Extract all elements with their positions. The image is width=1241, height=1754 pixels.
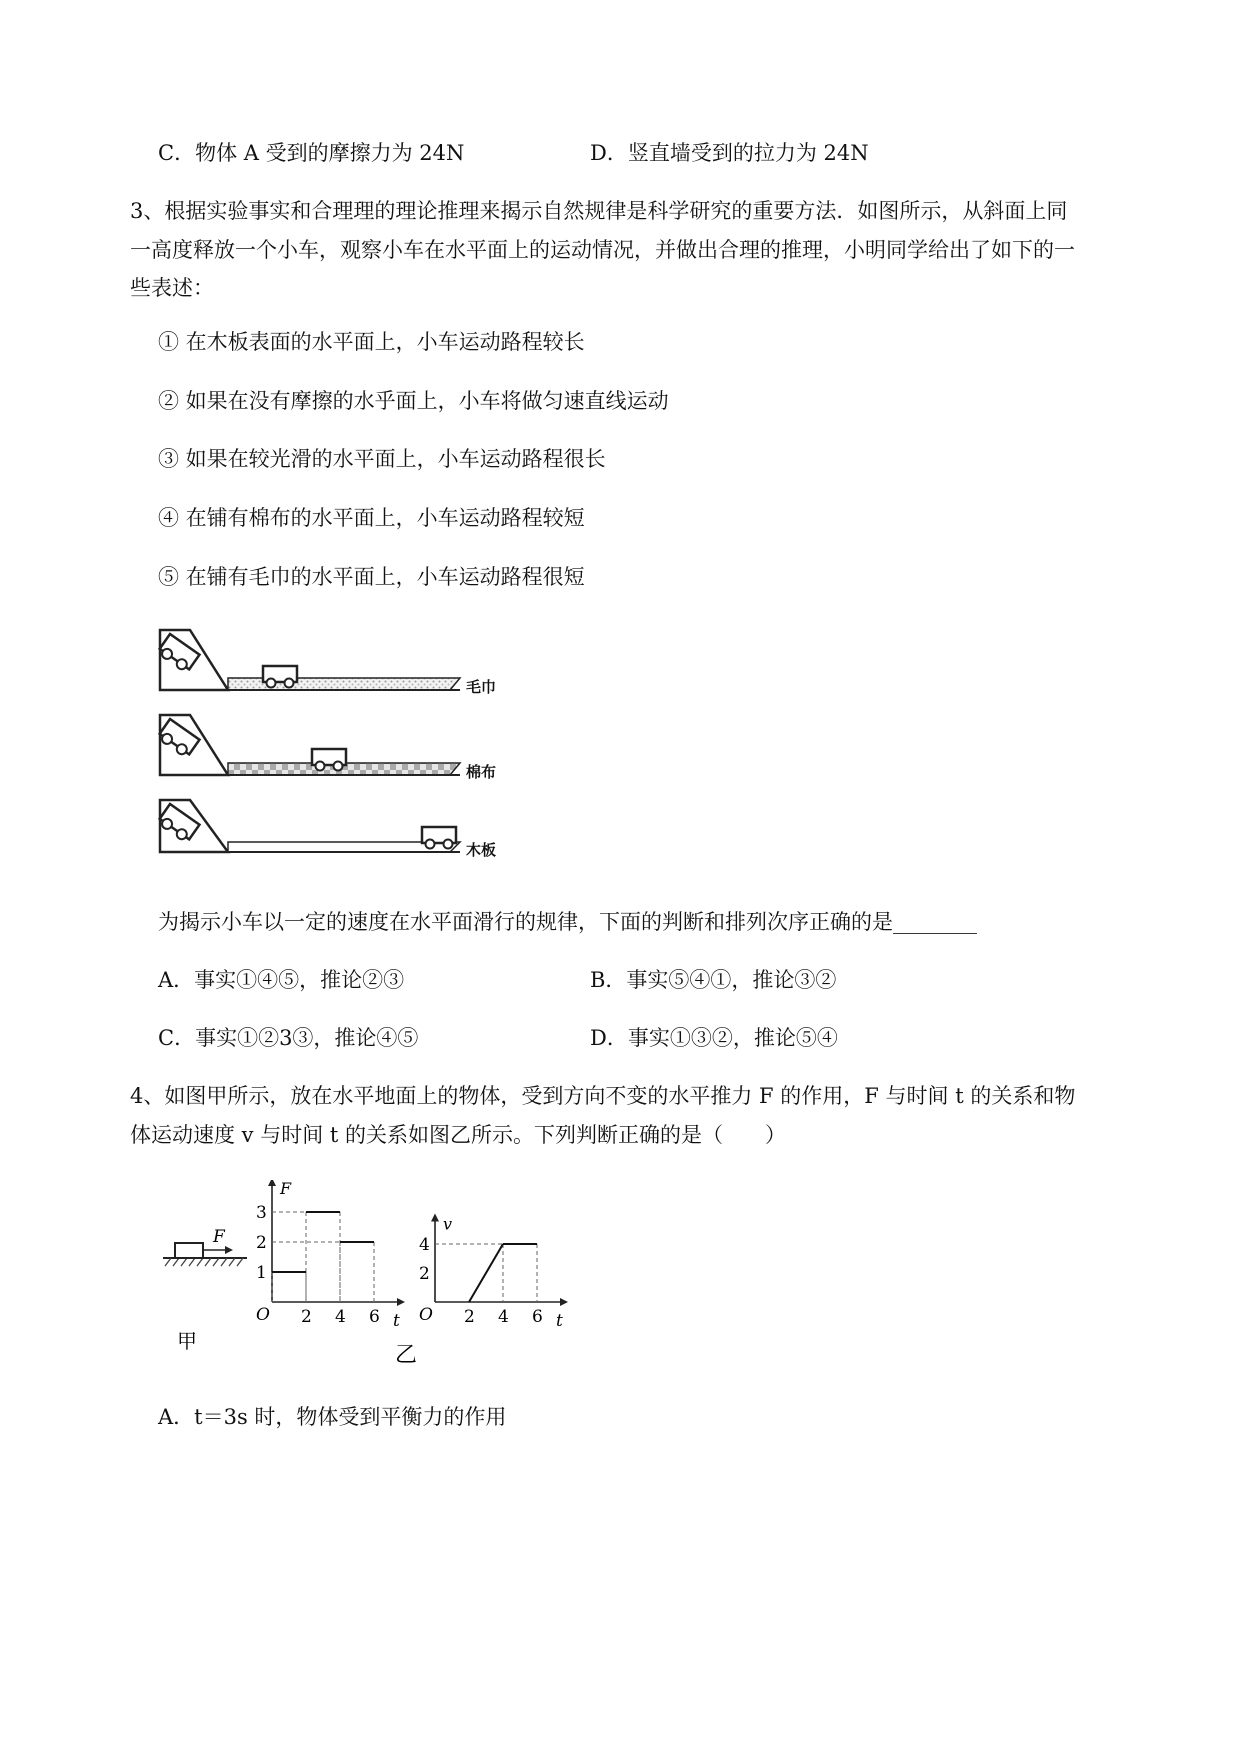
y-axis-arrow <box>268 1180 276 1186</box>
q3-statement-4: ④ 在铺有棉布的水平面上，小车运动路程较短 <box>158 506 585 530</box>
label-board: 木板 <box>466 841 497 859</box>
y-tick-label: 4 <box>419 1235 430 1255</box>
x-tick-label: 6 <box>369 1307 380 1327</box>
label-towel: 毛巾 <box>466 678 497 696</box>
q3-statement-1: ① 在木板表面的水平面上，小车运动路程较长 <box>158 330 585 354</box>
v-t-chart <box>419 1214 568 1332</box>
q3-option-c: C．事实①②3③，推论④⑤ <box>158 1026 419 1050</box>
ramp-towel <box>157 630 496 696</box>
y-axis-arrow <box>431 1214 439 1222</box>
q3-statement-2: ② 如果在没有摩擦的水乎面上，小车将做匀速直线运动 <box>158 389 669 413</box>
q3-option-b: B．事实⑤④①，推论③② <box>590 968 837 992</box>
origin-label: O <box>419 1305 433 1325</box>
x-tick-label: 2 <box>301 1307 312 1327</box>
y-tick-label: 1 <box>256 1263 267 1283</box>
label-cotton: 棉布 <box>466 763 497 781</box>
q3-stem-line2: 一高度释放一个小车，观察小车在水平面上的运动情况，并做出合理的推理，小明同学给出了如下的一 <box>130 238 1075 262</box>
q3-statement-5: ⑤ 在铺有毛巾的水平面上，小车运动路程很短 <box>158 565 585 589</box>
x-axis-arrow <box>560 1298 568 1306</box>
q4-option-a: A．t＝3s 时，物体受到平衡力的作用 <box>158 1405 507 1429</box>
figure-yi-label: 乙 <box>395 1343 418 1368</box>
y-axis-label: v <box>443 1214 453 1234</box>
force-label: F <box>213 1227 225 1247</box>
q3-stem-line3: 些表述： <box>130 276 214 300</box>
origin-label: O <box>256 1305 270 1325</box>
q3-option-d: D．事实①③②，推论⑤④ <box>590 1026 838 1050</box>
ramp-board <box>157 800 496 859</box>
ramp-cotton <box>157 715 496 781</box>
figure-jia-label: 甲 <box>177 1329 197 1353</box>
f-t-chart <box>256 1180 405 1331</box>
x-tick-label: 6 <box>532 1307 543 1327</box>
ramp-experiment-figure <box>150 620 530 870</box>
y-tick-label: 2 <box>419 1264 430 1284</box>
q2-option-d: D．竖直墙受到的拉力为 24N <box>590 141 869 165</box>
data-segment <box>469 1244 503 1302</box>
x-tick-label: 4 <box>335 1307 346 1327</box>
x-axis-arrow <box>397 1298 405 1306</box>
y-tick-label: 2 <box>256 1233 267 1253</box>
x-tick-label: 2 <box>464 1307 475 1327</box>
y-axis-label: F <box>280 1180 292 1198</box>
q3-stem-line1: 3、根据实验事实和合理理的理论推理来揭示自然规律是科学研究的重要方法．如图所示，从斜面上同 <box>130 199 1068 223</box>
x-tick-label: 4 <box>498 1307 509 1327</box>
y-tick-label: 3 <box>256 1203 267 1223</box>
x-axis-label: t <box>556 1311 563 1331</box>
q4-stem-line1: 4、如图甲所示，放在水平地面上的物体，受到方向不变的水平推力 F 的作用，F 与时间 t 的关系和物 <box>130 1084 1076 1108</box>
q4-stem-line2: 体运动速度 v 与时间 t 的关系如图乙所示。下列判断正确的是（ ） <box>130 1123 787 1147</box>
figure-yi-charts <box>250 1180 590 1380</box>
q2-option-c: C．物体 A 受到的摩擦力为 24N <box>158 141 465 165</box>
x-axis-label: t <box>393 1311 400 1331</box>
q3-option-a: A．事实①④⑤，推论②③ <box>158 968 405 992</box>
figure-jia <box>155 1180 265 1380</box>
block <box>175 1243 203 1258</box>
q3-question: 为揭示小车以一定的速度在水平面滑行的规律，下面的判断和排列次序正确的是________ <box>158 910 977 934</box>
q3-statement-3: ③ 如果在较光滑的水平面上，小车运动路程很长 <box>158 447 606 471</box>
